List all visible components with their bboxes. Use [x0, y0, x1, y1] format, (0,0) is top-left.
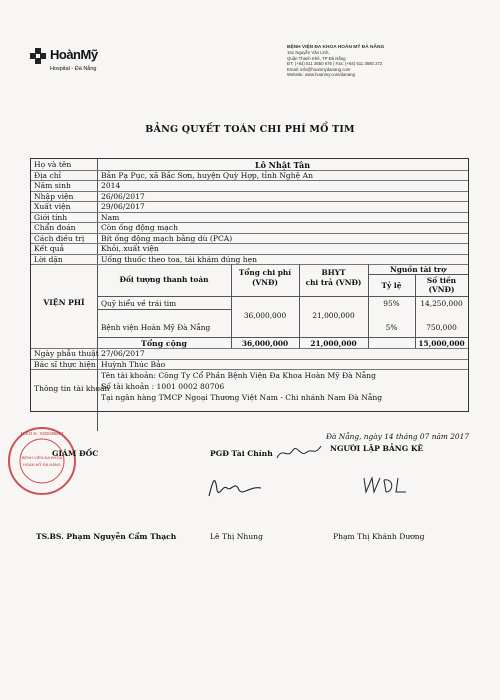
- hospital-email: Email: info@hoanmydanang.com: [287, 66, 351, 72]
- col-source: Nguồn tài trợ: [390, 265, 446, 274]
- payer-1: Quỹ hiểu về trái tim: [101, 299, 177, 308]
- amount-1: 14,250,000: [420, 299, 463, 308]
- document-title: BẢNG QUYẾT TOÁN CHI PHÍ MỔ TIM: [145, 124, 355, 135]
- patient-address: Bản Pạ Pục, xã Bắc Sơn, huyện Quỳ Hợp, tỉnh Nghệ An: [101, 170, 313, 180]
- total-cost: 36,000,000: [243, 311, 287, 320]
- patient-gender: Nam: [101, 212, 120, 222]
- bhyt-amount: 21,000,000: [312, 311, 355, 320]
- director-name: TS.BS. Phạm Nguyễn Cẩm Thạch: [36, 532, 177, 541]
- hospital-address-2: Quận Thanh Khê, TP Đà Nẵng: [287, 55, 346, 61]
- hospital-website: Website: www.hoanmy.com/danang: [287, 72, 355, 78]
- stamp-text-2: BỆNH VIỆN ĐA KHOA: [21, 455, 63, 460]
- birth-label: Năm sinh: [34, 181, 71, 190]
- fees-section-label: VIỆN PHÍ: [43, 298, 85, 307]
- signing-date: Đà Nẵng, ngày 14 tháng 07 năm 2017: [326, 432, 470, 441]
- director-title: GIÁM ĐỐC: [52, 449, 99, 458]
- finance-name: Lê Thị Nhung: [210, 532, 263, 541]
- account-name: Tên tài khoản: Công Ty Cổ Phần Bệnh Viện Đa Khoa Hoàn Mỹ Đà Nẵng: [101, 371, 377, 380]
- preparer-title: NGƯỜI LẬP BẢNG KÊ: [330, 444, 424, 453]
- surgery-date: 27/06/2017: [101, 349, 145, 358]
- bank-name: Tại ngân hàng TMCP Ngoại Thương Việt Nam - Chi nhánh Nam Đà Nẵng: [101, 393, 383, 402]
- stamp-text-1: M.S.D.N : 0400495597: [20, 431, 64, 436]
- account-number: Số tài khoản : 1001 0002 80706: [101, 382, 225, 391]
- treatment-label: Cách điều trị: [34, 233, 85, 243]
- treatment: Bít ống động mạch bằng dù (PCA): [101, 233, 233, 243]
- finance-title: PGĐ Tài Chính: [210, 449, 273, 458]
- name-label: Họ và tên: [34, 160, 72, 169]
- payer-row-divider: [97, 309, 231, 310]
- hospital-address-1: 161 Nguyễn Văn Linh,: [287, 50, 330, 56]
- col-payer: Đối tượng thanh toán: [119, 275, 209, 284]
- finance-signature: [205, 470, 265, 500]
- company-stamp: [6, 425, 78, 497]
- discharge-label: Xuất viện: [34, 202, 71, 211]
- settlement-table: [30, 158, 469, 412]
- admit-date: 26/06/2017: [101, 191, 145, 201]
- sum-cost: 36,000,000: [241, 338, 289, 348]
- doctor-name: Huỳnh Thúc Bảo: [101, 359, 166, 369]
- surgery-label: Ngày phẫu thuật: [34, 349, 99, 358]
- sum-label: Tổng cộng: [141, 338, 187, 348]
- col-rate: Tỷ lệ: [381, 281, 402, 290]
- hospital-logo: [30, 46, 100, 86]
- discharge-date: 29/06/2017: [101, 202, 145, 211]
- amount-2: 750,000: [426, 323, 457, 332]
- sum-bhyt: 21,000,000: [310, 338, 357, 348]
- logo-subtitle: Hospital - Đà Nẵng: [50, 66, 97, 72]
- hospital-name: BỆNH VIỆN ĐA KHOA HOÀN MỸ ĐÀ NẴNG: [287, 45, 385, 50]
- col-bhyt-1: BHYT: [321, 268, 346, 277]
- col-total-1: Tổng chi phí: [238, 268, 292, 277]
- sum-amount: 15,000,000: [418, 338, 465, 348]
- payer-2: Bệnh viện Hoàn Mỹ Đà Nẵng: [101, 323, 211, 332]
- finance-initial-scribble: [275, 442, 325, 464]
- preparer-name: Phạm Thị Khánh Dương: [333, 532, 425, 541]
- patient-name: Lô Nhật Tân: [254, 160, 311, 170]
- col-amount-1: Số tiền: [426, 276, 457, 285]
- diagnosis: Còn ống động mạch: [101, 223, 178, 232]
- diagnosis-label: Chẩn đoán: [34, 223, 76, 232]
- fees-header-divider: [97, 296, 468, 297]
- cross-icon: [30, 48, 46, 64]
- logo-brand: HoànMỹ: [50, 47, 98, 62]
- preparer-signature: [360, 470, 410, 500]
- address-label: Địa chỉ: [34, 170, 62, 180]
- source-divider: [368, 274, 468, 275]
- admit-label: Nhập viện: [34, 191, 74, 201]
- hospital-info: [287, 45, 384, 77]
- hospital-phone: ĐT: (+84) 511 3650 676 | Fax: (+84) 511 3650 272: [287, 61, 383, 67]
- result-label: Kết quả: [34, 244, 65, 253]
- gender-label: Giới tính: [34, 212, 68, 222]
- rate-2: 5%: [385, 323, 398, 332]
- advice-label: Lời dặn: [34, 254, 63, 264]
- account-label: Thông tin tài khoản: [34, 384, 110, 393]
- patient-birth: 2014: [101, 181, 121, 190]
- fees-block: [31, 264, 468, 349]
- rate-1: 95%: [383, 299, 400, 308]
- col-total-2: (VNĐ): [252, 278, 278, 287]
- col-bhyt-2: chi trả (VNĐ): [305, 278, 362, 287]
- stamp-text-3: HOÀN MỸ ĐÀ NẴNG: [22, 462, 62, 467]
- result: Khỏi, xuất viện: [101, 244, 159, 253]
- advice: Uống thuốc theo toa, tái khám đúng hẹn: [101, 254, 258, 264]
- col-amount-2: (VNĐ): [428, 285, 455, 294]
- doctor-label: Bác sĩ thực hiện: [34, 359, 96, 369]
- row-account: [31, 369, 468, 411]
